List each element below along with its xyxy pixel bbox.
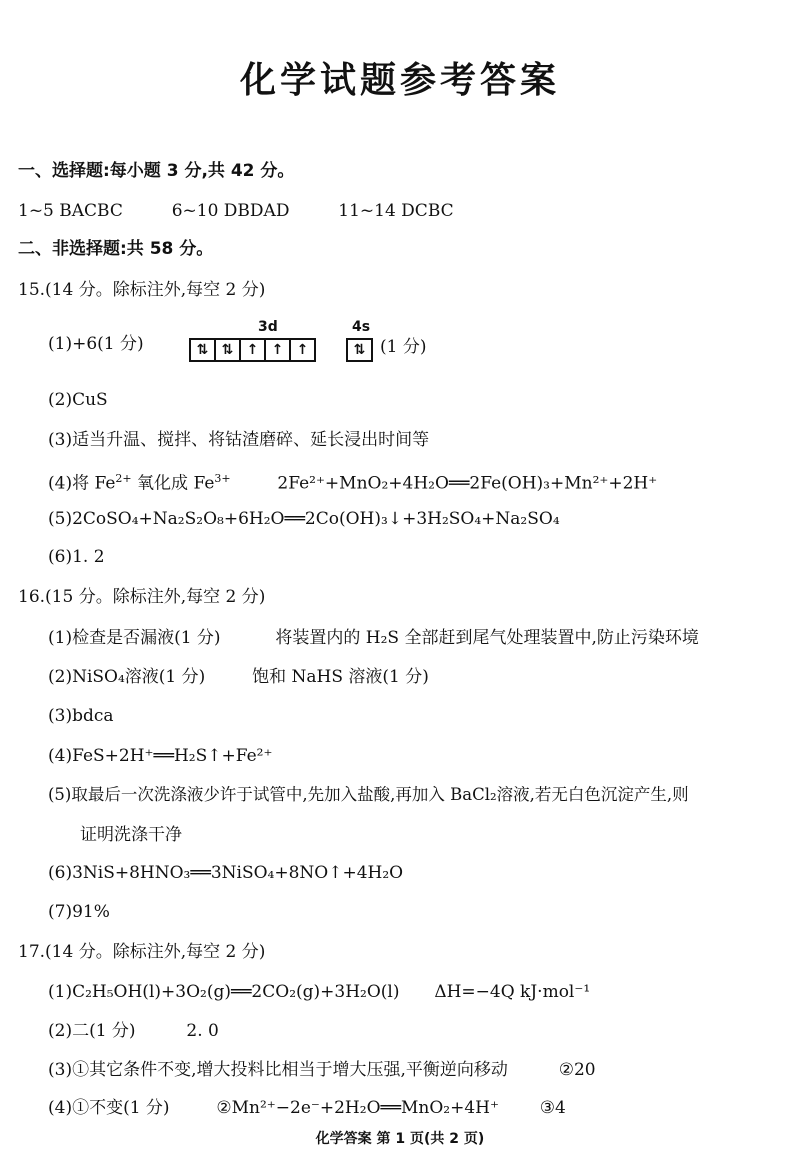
q15-answer-4: (4)将 $Fe^{2+}$ 氧化成 $Fe^{3+}$ 2Fe²⁺+MnO₂+4H₂O══2Fe(OH)₃+Mn²⁺+2H⁺ [48, 472, 658, 494]
page-footer: 化学答案 第 1 页(共 2 页) [315, 1131, 485, 1147]
q17-a3-part2: ②20 [558, 1060, 596, 1080]
q17-heading: 17.(14 分。除标注外,每空 2 分) [18, 942, 266, 962]
orbital-3d-box-5: ↑ [289, 338, 316, 362]
q16-answer-5-line1: (5)取最后一次洗涤液少许于试管中,先加入盐酸,再加入 BaCl₂溶液,若无白色沉淀产生,则 [48, 785, 689, 804]
q15-answer-1-suffix: (1 分) [380, 337, 427, 357]
q15-heading: 15.(14 分。除标注外,每空 2 分) [18, 280, 266, 300]
q16-answer-3: (3)bdca [48, 706, 114, 726]
q17-a4-part2: ②Mn²⁺−2e⁻+2H₂O══MnO₂+4H⁺ [216, 1098, 499, 1118]
q16-answer-6: (6)3NiS+8HNO₃══3NiSO₄+8NO↑+4H₂O [48, 863, 404, 883]
q17-a1-equation: (1)C₂H₅OH(l)+3O₂(g)══2CO₂(g)+3H₂O(l) [48, 982, 400, 1002]
q16-a1-part1: (1)检查是否漏液(1 分) [48, 628, 221, 648]
q16-answer-2 [48, 666, 429, 688]
q17-a4-part1: (4)①不变(1 分) [48, 1098, 170, 1118]
q17-a1-enthalpy: ΔH=−4Q kJ·mol⁻¹ [434, 982, 591, 1002]
q17-answer-1 [48, 981, 590, 1003]
q15-a4-text-2: 氧化成 Fe [131, 473, 215, 494]
q15-answer-1-prefix: (1)+6(1 分) [48, 334, 144, 354]
q17-a2-part1: (2)二(1 分) [48, 1021, 136, 1041]
orbital-3d-diagram [191, 338, 316, 362]
q17-a3-part1: (3)①其它条件不变,增大投料比相当于增大压强,平衡逆向移动 [48, 1060, 508, 1080]
q15-answer-6: (6)1. 2 [48, 547, 105, 567]
mc-answer-11-14: 11~14 DCBC [338, 201, 454, 221]
orbital-3d-box-4: ↑ [264, 338, 291, 362]
orbital-3d-label: 3d [258, 319, 278, 335]
section1-heading: 一、选择题:每小题 3 分,共 42 分。 [18, 161, 295, 181]
mc-answer-1-5: 1~5 BACBC [18, 201, 123, 221]
orbital-3d-box-2: ⇅ [214, 338, 241, 362]
mc-answers [18, 200, 454, 222]
q16-heading: 16.(15 分。除标注外,每空 2 分) [18, 587, 266, 607]
q15-a4-equation: 2Fe²⁺+MnO₂+4H₂O══2Fe(OH)₃+Mn²⁺+2H⁺ [277, 473, 658, 494]
q15-answer-5: (5)2CoSO₄+Na₂S₂O₈+6H₂O══2Co(OH)₃↓+3H₂SO₄+Na₂SO₄ [48, 509, 560, 529]
orbital-4s-diagram [348, 338, 373, 362]
q16-answer-7: (7)91% [48, 902, 110, 922]
q16-answer-4: (4)FeS+2H⁺══H₂S↑+Fe²⁺ [48, 746, 273, 766]
q17-answer-3 [48, 1059, 596, 1081]
orbital-4s-label: 4s [352, 319, 371, 335]
q16-a1-part2: 将装置内的 H₂S 全部赶到尾气处理装置中,防止污染环境 [275, 628, 699, 648]
q15-answer-3: (3)适当升温、搅拌、将钴渣磨碎、延长浸出时间等 [48, 430, 430, 450]
mc-answer-6-10: 6~10 DBDAD [171, 201, 290, 221]
page-title: 化学试题参考答案 [239, 60, 560, 101]
q16-a2-part1: (2)NiSO₄溶液(1 分) [48, 667, 206, 687]
q17-answer-4 [48, 1097, 566, 1119]
q16-answer-5-line2: 证明洗涤干净 [80, 825, 182, 845]
orbital-3d-box-3: ↑ [239, 338, 266, 362]
q17-answer-2 [48, 1020, 219, 1042]
q17-a2-part2: 2. 0 [186, 1021, 219, 1041]
q16-a2-part2: 饱和 NaHS 溶液(1 分) [252, 667, 429, 687]
q15-answer-2: (2)CuS [48, 390, 108, 410]
section2-heading: 二、非选择题:共 58 分。 [18, 239, 214, 259]
q16-answer-1 [48, 627, 699, 649]
q17-a4-part3: ③4 [539, 1098, 566, 1118]
orbital-4s-box: ⇅ [346, 338, 373, 362]
orbital-3d-box-1: ⇅ [189, 338, 216, 362]
q15-a4-text-1: (4)将 Fe [48, 473, 116, 494]
